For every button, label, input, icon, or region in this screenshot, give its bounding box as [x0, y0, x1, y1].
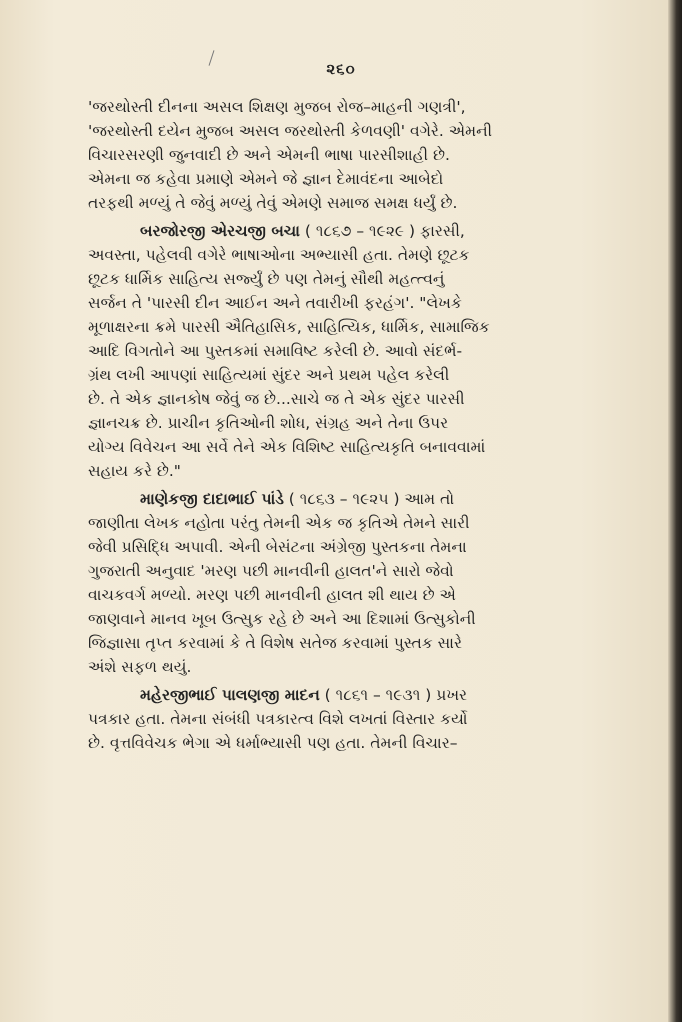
text-line: ગુજરાતી અનુવાદ 'મરણ પછી માનવીની હાલત'ને સારો જેવો	[88, 562, 454, 580]
text-line: જાણવાને માનવ ખૂબ ઉત્સુક રહે છે અને આ દિશામાં ઉત્સુકોની	[88, 610, 476, 628]
text-line: છે. વૃત્તવિવેચક ભેગા એ ધર્માભ્યાસી પણ હતા. તેમની વિચાર–	[88, 734, 458, 752]
paragraph-manekji-pande	[88, 487, 648, 679]
text-line: પ્રખર	[431, 686, 468, 704]
paragraph-quote-continuation	[88, 95, 648, 215]
paragraph-maherjibhai-madan	[88, 683, 648, 755]
text-line: વાચકવર્ગ મળ્યો. મરણ પછી માનવીની હાલત શી થાય છે એ	[88, 586, 456, 604]
page-edge-shadow	[668, 0, 682, 1022]
text-line: જેવી પ્રસિદ્ધિ અપાવી. એની બેસંટના અંગ્રેજી પુસ્તકના તેમના	[88, 538, 467, 556]
entry-dates: ( ૧૮૬૧ – ૧૯૩૧ )	[319, 686, 432, 704]
text-line: જ્ઞાનચક્ર છે. પ્રાચીન કૃતિઓની શોધ, સંગ્રહ અને તેના ઉપર	[88, 414, 449, 432]
text-line: સહાય કરે છે."	[88, 462, 181, 480]
text-line: એમના જ કહેવા પ્રમાણે એમને જે જ્ઞાન દેમાવંદના આબેદો	[88, 170, 444, 188]
text-line: છે. તે એક જ્ઞાનકોષ જેવું જ છે...સાચે જ તે એક સુંદર પારસી	[88, 390, 465, 408]
text-line: 'જરથોસ્તી દીનના અસલ શિક્ષણ મુજબ રોજ–માહની ગણત્રી',	[88, 98, 466, 116]
paragraph-barjorji-bacha	[88, 219, 648, 483]
entry-heading: માણેકજી દાદાભાઈ પાંડે	[140, 490, 284, 508]
page-number: ૨૬૦	[326, 60, 356, 78]
entry-first-line	[88, 487, 648, 511]
text-line: છૂટક ધાર્મિક સાહિત્ય સર્જ્યું છે પણ તેમનું સૌથી મહત્ત્વનું	[88, 270, 445, 288]
text-body	[88, 95, 648, 759]
text-line: વિચારસરણી જુનવાદી છે અને એમની ભાષા પારસીશાહી છે.	[88, 146, 450, 164]
text-line: જાણીતા લેખક નહોતા પરંતુ તેમની એક જ કૃતિએ તેમને સારી	[88, 514, 470, 532]
text-line: તરફથી મળ્યું તે જેવું મળ્યું તેવું એમણે સમાજ સમક્ષ ધર્યું છે.	[88, 194, 458, 212]
text-line: પત્રકાર હતા. તેમના સંબંધી પત્રકારત્વ વિશે લખતાં વિસ્તાર કર્યો	[88, 710, 468, 728]
text-line: આમ તો	[399, 490, 455, 508]
text-line: અંશે સફળ થયું.	[88, 658, 192, 676]
entry-dates: ( ૧૮૬૩ – ૧૯૨૫ )	[283, 490, 400, 508]
text-line: અવસ્તા, પહેલવી વગેરે ભાષાઓના અભ્યાસી હતા. તેમણે છૂટક	[88, 246, 470, 264]
text-line: જિજ્ઞાસા તૃપ્ત કરવામાં કે તે વિશેષ સતેજ કરવામાં પુસ્તક સારે	[88, 634, 462, 652]
entry-heading: મહેરજીભાઈ પાલણજી માદન	[140, 686, 320, 704]
entry-heading: બરજોરજી એરચજી બચા	[140, 222, 300, 240]
entry-first-line	[88, 219, 648, 243]
text-line: 'જરથોસ્તી દયેન મુજબ અસલ જરથોસ્તી કેળવણી' વગેરે. એમની	[88, 122, 493, 140]
text-line: યોગ્ય વિવેચન આ સર્વે તેને એક વિશિષ્ટ સાહિત્યકૃતિ બનાવવામાં	[88, 438, 486, 456]
text-line: ફારસી,	[415, 222, 465, 240]
entry-first-line	[88, 683, 648, 707]
text-line: ગ્રંથ લખી આપણાં સાહિત્યમાં સુંદર અને પ્રથમ પહેલ કરેલી	[88, 366, 450, 384]
text-line: સર્જન તે 'પારસી દીન આઈન અને તવારીખી ફરહંગ'. "લેખકે	[88, 294, 462, 312]
text-line: આદિ વિગતોને આ પુસ્તકમાં સમાવિષ્ટ કરેલી છે. આવો સંદર્ભ-	[88, 342, 463, 360]
entry-dates: ( ૧૮૬૭ – ૧૯૨૯ )	[299, 222, 416, 240]
text-line: મૂળાક્ષરના ક્રમે પારસી ઐતિહાસિક, સાહિત્યિક, ધાર્મિક, સામાજિક	[88, 318, 490, 336]
